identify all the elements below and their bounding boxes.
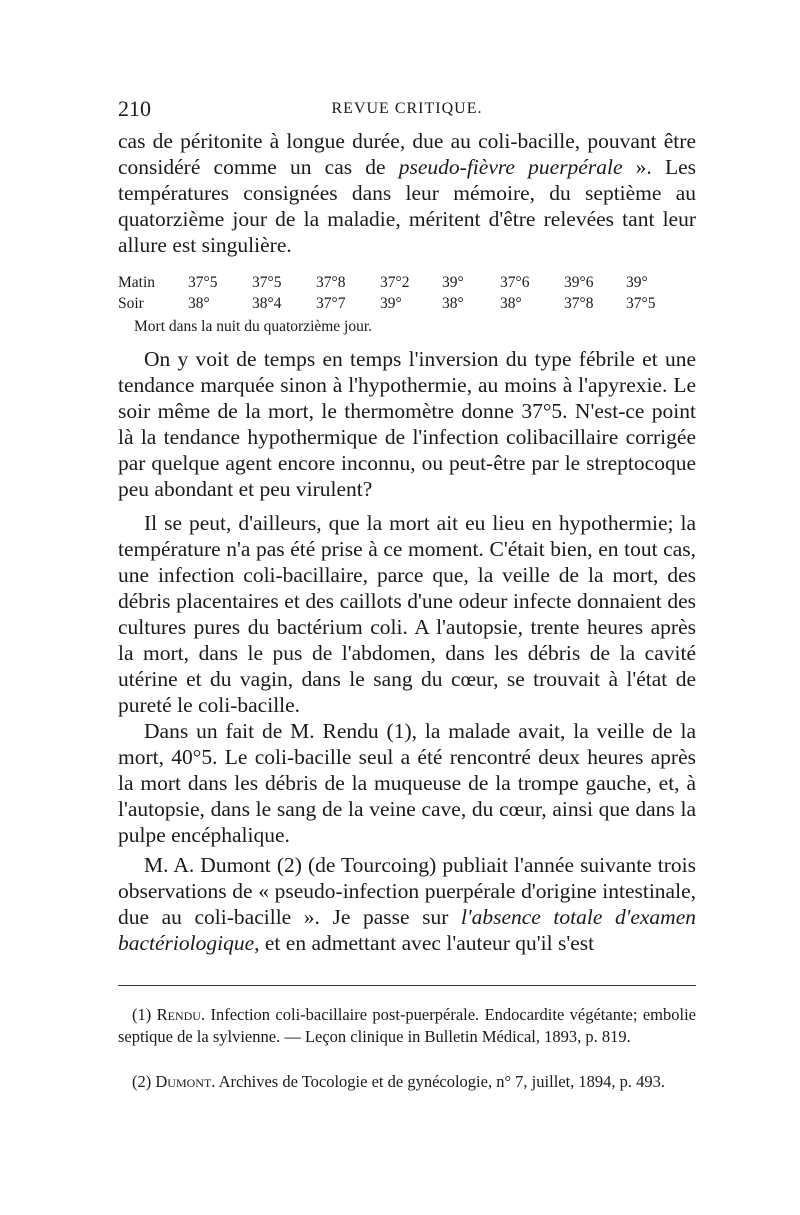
temperature-table — [118, 274, 696, 316]
table-cell: 37°8 — [564, 295, 594, 312]
running-head: REVUE CRITIQUE. — [331, 100, 483, 117]
table-cell: 37°5 — [626, 295, 656, 312]
table-cell: 37°5 — [188, 274, 218, 291]
table-cell: 39° — [380, 295, 402, 312]
footnote-2 — [118, 1071, 696, 1093]
row-label: Soir — [118, 295, 144, 312]
paragraph-4-text: Dans un fait de M. Rendu (1), la malade avait, la veille de la mort, 40°5. Le coli-bacille seul a été rencontré deux heures après la mort dans les débris de la muqueuse de la trompe gauche, et, à l'autopsie, dans le sang de la veine cave, du cœur, ainsi que dans la pulpe encéphalique. — [118, 719, 696, 847]
table-cell: 37°5 — [252, 274, 282, 291]
paragraph-3 — [118, 510, 696, 718]
paragraph-5 — [118, 852, 696, 956]
paragraph-1 — [118, 128, 696, 258]
paragraph-3-text: Il se peut, d'ailleurs, que la mort ait eu lieu en hypothermie; la température n'a pas été prise à ce moment. C'était bien, en tout cas, une infection coli-bacillaire, parce que, la veille de la mort, des débris placentaires et des caillots d'une odeur infecte donnaient des cultures pures du bactérium coli. A l'autopsie, trente heures après la mort, dans le pus de l'abdomen, dans les débris de la cavité utérine et du vagin, dans le sang du cœur, se trouvait à l'état de pureté le coli-bacille. — [118, 511, 696, 717]
table-row-soir — [118, 295, 696, 316]
table-cell: 37°8 — [316, 274, 346, 291]
table-cell: 39° — [626, 274, 648, 291]
paragraph-1-end: ». Les températures consignées dans leur mémoire, du septième au quatorzième jour de la maladie, méritent d'être relevées tant leur allure est singulière. — [118, 155, 696, 257]
table-cell: 37°7 — [316, 295, 346, 312]
footnote-1-author: Rendu — [156, 1005, 201, 1024]
table-cell: 37°6 — [500, 274, 530, 291]
footnote-2-mark: (2) — [132, 1072, 156, 1091]
footnote-rule — [118, 985, 696, 986]
paragraph-4 — [118, 718, 696, 848]
table-cell: 38° — [500, 295, 522, 312]
table-cell: 39°6 — [564, 274, 594, 291]
footnote-1 — [118, 1004, 696, 1048]
page-number: 210 — [118, 96, 151, 121]
footnote-2-author: Dumont — [155, 1072, 212, 1091]
footnote-2-text: . Archives de Tocologie et de gynécologie, n° 7, juillet, 1894, p. 493. — [211, 1072, 666, 1091]
row-label: Matin — [118, 274, 156, 291]
table-note: Mort dans la nuit du quatorzième jour. — [134, 318, 373, 335]
table-cell: 39° — [442, 274, 464, 291]
table-cell: 38°4 — [252, 295, 282, 312]
paragraph-5-text: M. A. Dumont (2) (de Tourcoing) publiait l'année suivante trois observations de « pseudo-infection puerpérale d'origine intestinale, due au coli-bacille ». Je passe sur — [118, 853, 696, 929]
footnote-1-mark: (1) — [132, 1005, 157, 1024]
table-cell: 37°2 — [380, 274, 410, 291]
paragraph-5-end: , et en admettant avec l'auteur qu'il s'est — [254, 931, 595, 955]
paragraph-5-italic: l'absence totale d'examen bactériologique — [118, 905, 696, 955]
table-row-matin — [118, 274, 696, 295]
paragraph-2-text: On y voit de temps en temps l'inversion du type fébrile et une tendance marquée sinon à l'hypothermie, au moins à l'apyrexie. Le soir même de la mort, le thermomètre donne 37°5. N'est-ce point là la tendance hypothermique de l'infection colibacillaire corrigée par quelque agent encore inconnu, ou peut-être par le streptocoque peu abondant et peu virulent? — [118, 347, 696, 501]
paragraph-1-text: cas de péritonite à longue durée, due au coli-bacille, pouvant être considéré comme un cas de — [118, 129, 696, 179]
paragraph-2 — [118, 346, 696, 502]
paragraph-1-italic: pseudo-fièvre puerpérale — [398, 155, 623, 179]
table-cell: 38° — [442, 295, 464, 312]
table-cell: 38° — [188, 295, 210, 312]
footnote-1-text: . Infection coli-bacillaire post-puerpérale. Endocardite végétante; embolie septique de la sylvienne. — Leçon clinique in Bulletin Médical, 1893, p. 819. — [118, 1005, 696, 1046]
page-header — [118, 96, 696, 126]
